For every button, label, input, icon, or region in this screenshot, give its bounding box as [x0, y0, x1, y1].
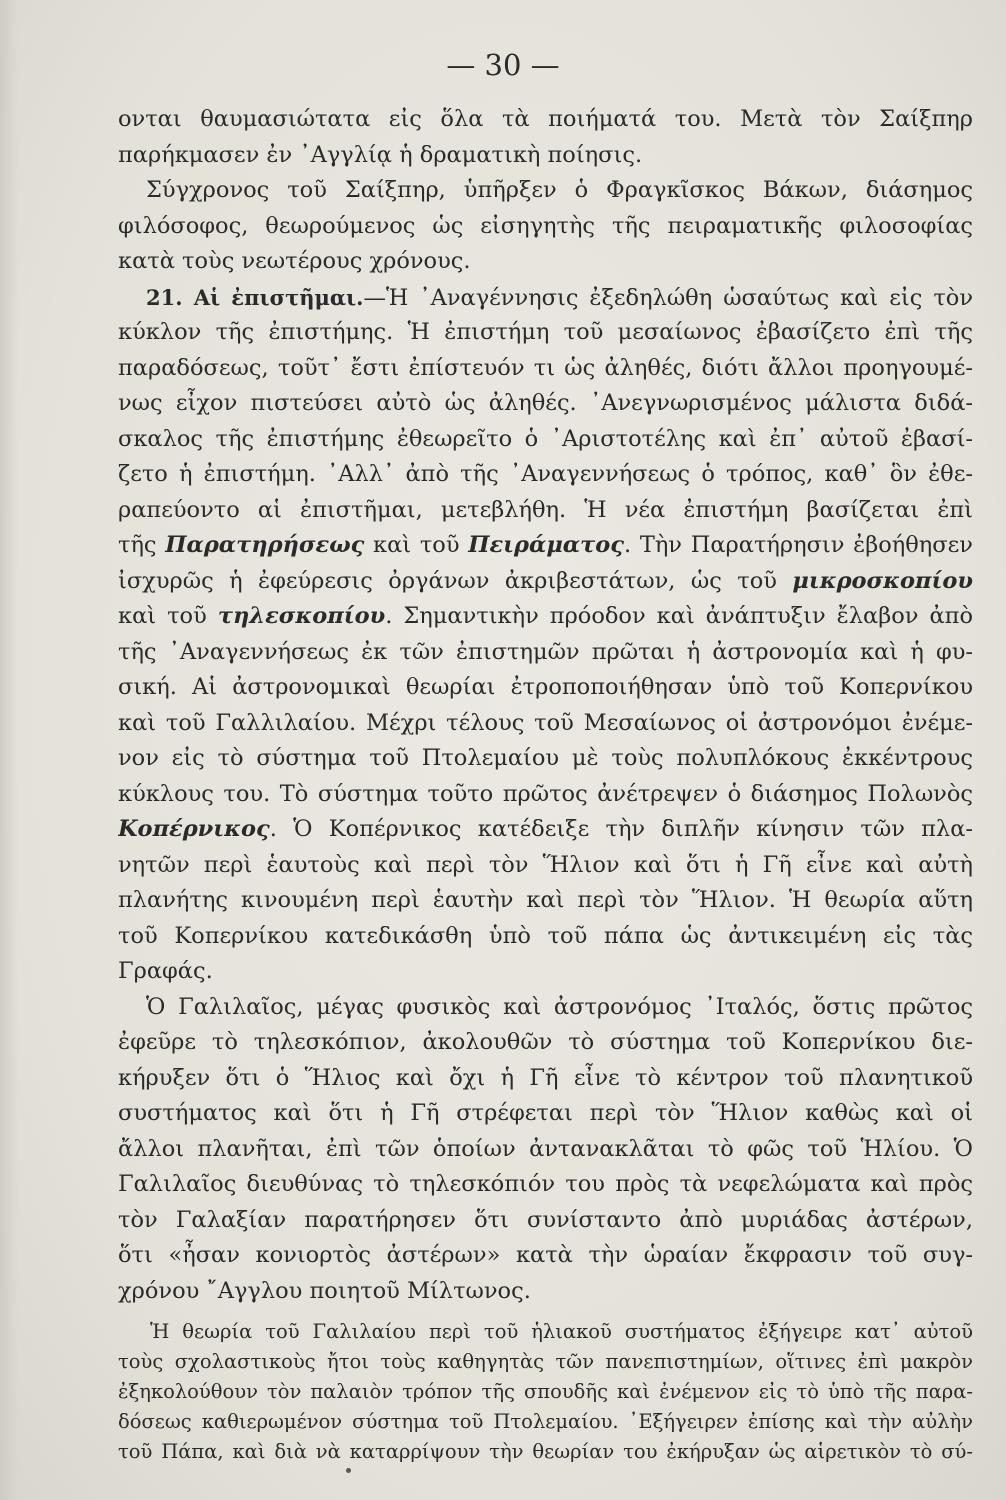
note-line: τοῦ Πάπα, καὶ διὰ νὰ καταρρίψουν τὴν θεωρίαν του ἐκήρυξαν ὡς αἱρετικὸν τὸ σύ- — [118, 1440, 973, 1463]
text-line: ονται θαυμασιώτατα εἰς ὅλα τὰ ποιήματά του. Μετὰ τὸν Σαίξπηρ — [118, 106, 973, 132]
note-line: Ἡ θεωρία τοῦ Γαλιλαίου περὶ τοῦ ἡλιακοῦ συστήματος ἐξήγειρε κατ᾿ αὐτοῦ — [150, 1320, 973, 1343]
text-line: νητῶν περὶ ἑαυτοὺς καὶ περὶ τὸν Ἥλιον καὶ ὅτι ἡ Γῆ εἶνε καὶ αὐτὴ — [118, 851, 973, 878]
text-fragment: ἰσχυρῶς ἡ ἐφεύρεσις ὀργάνων ἀκριβεστάτων, ὡς τοῦ — [118, 567, 793, 594]
emphasized-term: τηλεσκοπίου — [217, 603, 386, 629]
ink-speck — [346, 1468, 351, 1473]
note-line: δόσεως καθιερωμένον σύστημα τοῦ Πτολεμαίου. ᾿Εξήγειρεν ἐπίσης καὶ τὴν αὐλὴν — [118, 1410, 973, 1433]
text-line: τὸν Γαλαξίαν παρατήρησεν ὅτι συνίσταντο ἀπὸ μυριάδας ἀστέρων, — [118, 1206, 973, 1233]
text-line: καὶ τοῦ Γαλλιλαίου. Μέχρι τέλους τοῦ Μεσαίωνος οἱ ἀστρονόμοι ἐνέμε- — [118, 709, 973, 736]
emphasized-term: Πειράματος — [468, 532, 624, 558]
emphasized-term: Παρατηρήσεως — [165, 532, 365, 558]
text-line: ζετο ἡ ἐπιστήμη. ᾿Αλλ᾿ ἀπὸ τῆς ᾿Αναγεννήσεως ὁ τρόπος, καθ᾿ ὃν ἐθε- — [118, 461, 973, 487]
section-heading: 21. Αἱ ἐπιστῆμαι. — [146, 284, 364, 310]
text-line: ὅτι «ἦσαν κονιορτὸς ἀστέρων» κατὰ τὴν ὡραίαν ἔκφρασιν τοῦ συγ- — [118, 1242, 973, 1268]
section-first-line — [118, 280, 973, 316]
note-line: ἐξηκολούθουν τὸν παλαιὸν τρόπον τῆς σπουδῆς καὶ ἐνέμενον εἰς τὸ ὑπὸ τῆς παρα- — [118, 1380, 973, 1403]
text-line: ραπεύοντο αἱ ἐπιστῆμαι, μετεβλήθη. Ἡ νέα ἐπιστήμη βασίζεται ἐπὶ — [118, 496, 973, 523]
page-fold-shadow — [0, 0, 18, 1500]
emphasized-term: μικροσκοπίου — [792, 567, 973, 594]
text-line: Γραφάς. — [118, 958, 213, 984]
text-line: σκαλος τῆς ἐπιστήμης ἐθεωρεῖτο ὁ ᾿Αριστοτέλης καὶ ἐπ᾿ αὐτοῦ ἐβασί- — [118, 425, 973, 452]
text-line: κύκλους του. Τὸ σύστημα τοῦτο πρῶτος ἀνέτρεψεν ὁ διάσημος Πολωνὸς — [118, 780, 973, 807]
text-line: νον εἰς τὸ σύστημα τοῦ Πτολεμαίου μὲ τοὺς πολυπλόκους ἐκκέντρους — [118, 745, 973, 771]
text-line: Ὁ Γαλιλαῖος, μέγας φυσικὸς καὶ ἀστρονόμος ᾿Ιταλός, ὅστις πρῶτος — [146, 993, 973, 1020]
text-fragment: καὶ τοῦ — [118, 603, 218, 629]
text-line: φιλόσοφος, θεωρούμενος ὡς εἰσηγητὴς τῆς πειραματικῆς φιλοσοφίας — [118, 212, 973, 239]
page-text — [118, 102, 973, 1467]
text-line: ἄλλοι πλανῆται, ἐπὶ τῶν ὁποίων ἀντανακλᾶται τὸ φῶς τοῦ Ἡλίου. Ὁ — [118, 1135, 973, 1162]
small-print-note — [118, 1317, 973, 1467]
text-line: σική. Αἱ ἀστρονομικαὶ θεωρίαι ἐτροποποιήθησαν ὑπὸ τοῦ Κοπερνίκου — [118, 674, 973, 700]
text-line: κύκλον τῆς ἐπιστήμης. Ἡ ἐπιστήμη τοῦ μεσαίωνος ἐβασίζετο ἐπὶ τῆς — [118, 319, 973, 345]
emphasized-term: Κοπέρνικος — [118, 816, 270, 842]
text-line — [118, 528, 973, 564]
text-fragment: . Ὁ Κοπέρνικος κατέδειξε τὴν διπλῆν κίνησιν τῶν πλα- — [269, 816, 973, 842]
text-fragment: τῆς — [118, 532, 166, 558]
text-fragment: καὶ τοῦ — [364, 532, 469, 558]
note-line: τοὺς σχολαστικοὺς ἤτοι τοὺς καθηγητὰς τῶν πανεπιστημίων, οἵτινες ἐπὶ μακρὸν — [118, 1350, 973, 1373]
text-line — [118, 812, 973, 848]
text-line: ἐφεῦρε τὸ τηλεσκόπιον, ἀκολουθῶν τὸ σύστημα τοῦ Κοπερνίκου διε- — [118, 1029, 973, 1055]
text-line: τοῦ Κοπερνίκου κατεδικάσθη ὑπὸ τοῦ πάπα ὡς ἀντικειμένη εἰς τὰς — [118, 922, 973, 949]
text-line — [118, 564, 973, 600]
text-line: παραδόσεως, τοῦτ᾿ ἔστι ἐπίστευόν τι ὡς ἀληθές, διότι ἄλλοι προηγουμέ- — [118, 354, 973, 381]
text-line: κατὰ τοὺς νεωτέρους χρόνους. — [118, 248, 471, 274]
text-line: Γαλιλαῖος διευθύνας τὸ τηλεσκόπιόν του πρὸς τὰ νεφελώματα καὶ πρὸς — [118, 1171, 973, 1197]
text-line: πλανήτης κινουμένη περὶ ἑαυτὴν καὶ περὶ τὸν Ἥλιον. Ἡ θεωρία αὕτη — [118, 887, 973, 913]
text-line: συστήματος καὶ ὅτι ἡ Γῆ στρέφεται περὶ τὸν Ἥλιον καθὼς καὶ οἱ — [118, 1100, 973, 1126]
text-line: κήρυξεν ὅτι ὁ Ἥλιος καὶ ὄχι ἡ Γῆ εἶνε τὸ κέντρον τοῦ πλανητικοῦ — [118, 1064, 973, 1091]
text-fragment: —Ἡ ᾿Αναγέννησις ἐξεδηλώθη ὡσαύτως καὶ εἰς τὸν — [363, 284, 973, 311]
text-line: παρήκμασεν ἐν ᾿Αγγλίᾳ ἡ δραματικὴ ποίησις. — [118, 141, 643, 168]
text-line: Σύγχρονος τοῦ Σαίξπηρ, ὑπῆρξεν ὁ Φραγκῖσκος Βάκων, διάσημος — [146, 177, 973, 203]
text-line: χρόνου ῎Αγγλου ποιητοῦ Μίλτωνος. — [118, 1277, 531, 1304]
text-fragment: . Τὴν Παρατήρησιν ἐβοήθησεν — [623, 532, 973, 558]
text-line: τῆς ᾿Αναγεννήσεως ἐκ τῶν ἐπιστημῶν πρῶται ἡ ἀστρονομία καὶ ἡ φυ- — [118, 638, 973, 665]
text-fragment: . Σημαντικὴν πρόοδον καὶ ἀνάπτυξιν ἔλαβον ἀπὸ — [385, 603, 973, 629]
text-line: νως εἶχον πιστεύσει αὐτὸ ὡς ἀληθές. ᾿Ανεγνωρισμένος μάλιστα διδά- — [118, 390, 973, 416]
text-line — [118, 599, 973, 635]
page-number: — 30 — — [446, 48, 560, 82]
